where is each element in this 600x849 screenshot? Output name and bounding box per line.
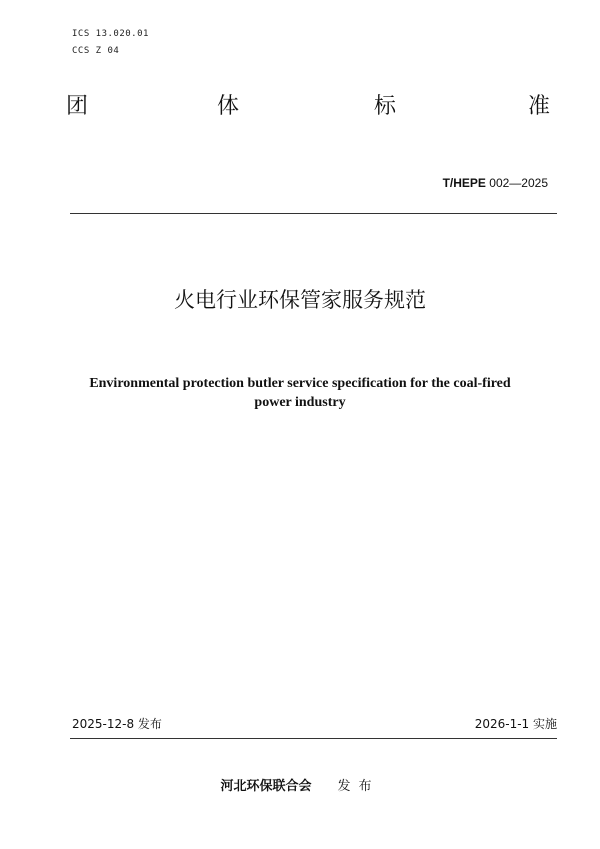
standard-type-char: 团 bbox=[66, 94, 89, 119]
standard-type-char: 体 bbox=[217, 94, 240, 119]
top-divider bbox=[70, 213, 557, 214]
title-chinese: 火电行业环保管家服务规范 bbox=[174, 288, 426, 312]
publisher-line bbox=[0, 775, 600, 794]
title-english-line2: power industry bbox=[254, 395, 346, 410]
publish-date: 2025-12-8 发布 bbox=[72, 717, 162, 731]
bottom-divider bbox=[70, 738, 557, 739]
title-english bbox=[60, 374, 540, 412]
standard-code bbox=[443, 176, 548, 190]
implement-date: 2026-1-1 实施 bbox=[474, 717, 557, 731]
standard-type-heading bbox=[0, 92, 600, 122]
ccs-code: CCS Z 04 bbox=[72, 46, 120, 56]
standard-type-char: 标 bbox=[374, 94, 397, 119]
ics-code: ICS 13.020.01 bbox=[72, 29, 149, 39]
standard-type-char: 准 bbox=[528, 94, 551, 119]
standard-code-number: 002—2025 bbox=[485, 176, 548, 190]
publish-label: 发布 bbox=[337, 779, 380, 794]
title-english-line1: Environmental protection butler service specification for the coal-fired bbox=[89, 376, 511, 391]
standard-code-prefix: T/HEPE bbox=[442, 176, 486, 190]
publisher-name: 河北环保联合会 bbox=[220, 779, 312, 794]
